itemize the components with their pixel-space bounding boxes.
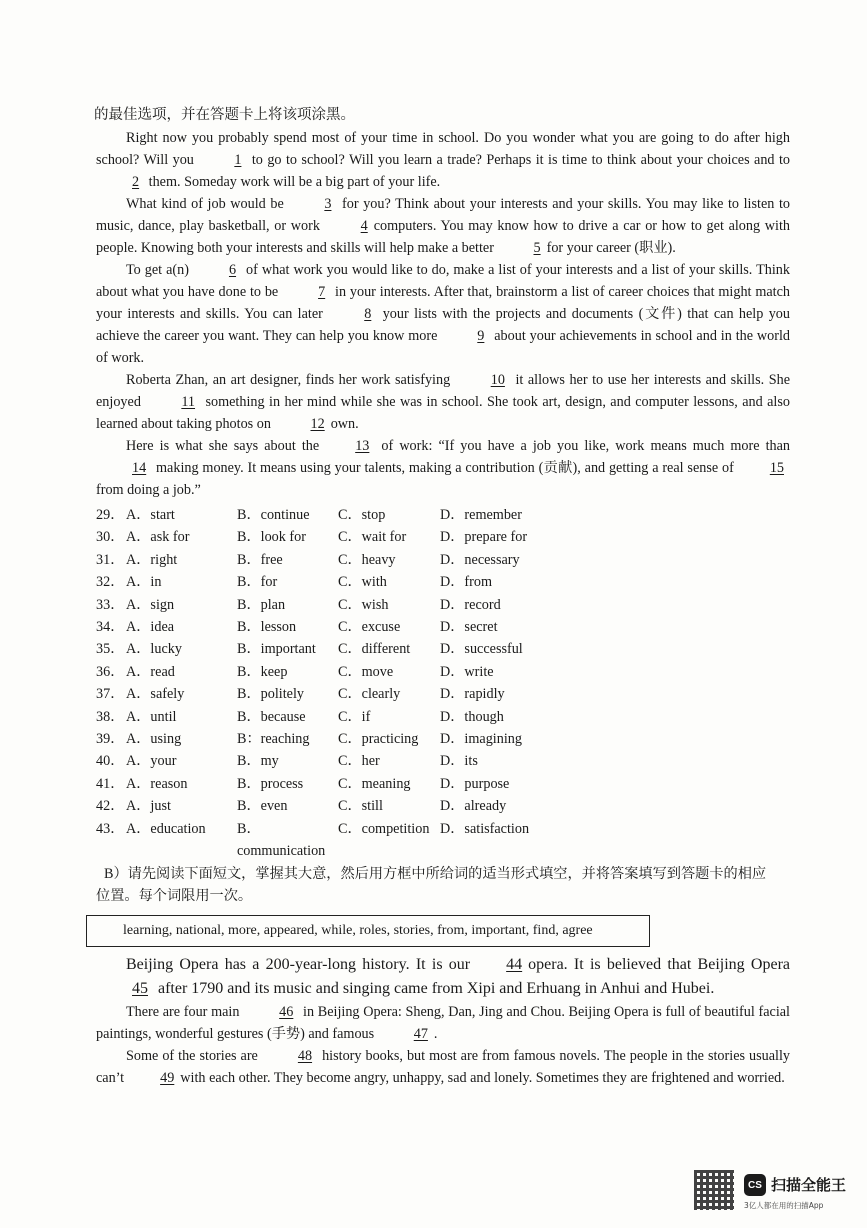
paragraph-text: for your career (职业). [546,240,676,256]
paragraph-text: Right now you probably spend most of your time in school. Do you wonder what you are going to do after high school? Will you [96,130,790,168]
option-b: B．my [237,753,279,770]
question-number: 37． [96,686,125,703]
option-c: C．clearly [338,686,401,703]
paragraph-text: in your interests. After that, brainstorm a list of career choices that might match your interests and skills. You can later [96,284,790,322]
answer-blank: 6 [228,262,237,278]
answer-blank: 2 [132,174,140,190]
option-b: B：reaching [237,731,310,748]
passage-b [96,953,790,1089]
option-a: A．education [126,820,206,837]
paragraph [96,435,790,501]
option-b: B．politely [237,686,304,703]
options-list [96,504,790,863]
option-row [96,616,790,638]
option-d: D．its [440,753,478,770]
option-row [96,773,790,795]
paragraph-text: history books, but most are from famous novels. The people in the stories usually can’t [96,1047,791,1086]
paragraph-text: about your achievements in school and in the world of work. [96,328,790,366]
option-row [96,526,790,548]
option-a: A．read [126,663,175,680]
option-a: A．safely [126,686,185,703]
paragraph-text: opera. It is believed that Beijing Opera [528,955,791,973]
question-number: 34． [96,619,125,636]
qr-code-icon [694,1170,734,1210]
paragraph-text: with each other. They become angry, unhappy, sad and lonely. Sometimes they are frightened and worried. [180,1069,785,1086]
option-c: C．practicing [338,731,419,748]
option-a: A．using [126,731,182,748]
paragraph-text: computers. You may know how to drive a car or how to get along with people. Knowing both your interests and skills will help make a better [96,218,790,256]
paragraph-text: making money. It means using your talents, making a contribution (贡献), and getting a real sense of [152,460,734,476]
scanner-watermark [694,1170,854,1216]
option-row [96,661,790,683]
option-d: D．write [440,663,494,680]
answer-blank: 8 [364,306,372,322]
paragraph-text: for you? Think about your interests and your skills. You may like to listen to music, dance, play basketball, or work [96,196,790,234]
answer-blank: 7 [318,284,326,300]
option-b: B．important [237,641,316,658]
paragraph [96,259,790,369]
word-box [86,915,650,947]
paragraph-text: something in her mind while she was in school. She took art, design, and computer lessons, and also learned about taking photos on [96,394,790,432]
option-b: B．free [237,551,283,568]
option-d: D．rapidly [440,686,505,703]
option-a: A．reason [126,775,188,792]
option-row [96,638,790,660]
paragraph-text: after 1790 and its music and singing came from Xipi and Erhuang in Anhui and Hubei. [154,979,715,997]
answer-blank: 10 [490,372,505,388]
question-number: 29． [96,507,125,523]
option-b: B．communication [237,820,326,860]
option-c: C．with [338,574,387,591]
paragraph-text: What kind of job would be [126,196,289,212]
paragraph-text: own. [330,416,359,432]
question-number: 38． [96,708,125,725]
paragraph-text: Roberta Zhan, an art designer, finds her work satisfying [126,372,455,388]
option-b: B．lesson [237,619,297,636]
option-c: C．different [338,641,411,658]
option-c: C．move [338,663,394,680]
option-row [96,750,790,772]
option-c: C．wish [338,596,389,613]
option-row [96,728,790,750]
option-a: A．ask for [126,529,190,546]
option-a: A．right [126,551,178,568]
paragraph [96,953,790,1001]
question-number: 32． [96,574,125,591]
paragraph [96,369,790,435]
section-instruction: 的最佳选项，并在答题卡上将该项涂黑。 [94,107,355,123]
question-number: 30． [96,529,125,546]
answer-blank: 5 [533,240,541,256]
option-a: A．idea [126,619,175,636]
option-row [96,549,790,571]
option-c: C．if [338,708,371,725]
paragraph-text: it allows her to use her interests and skills. She enjoyed [96,372,790,410]
passage-a [96,127,790,501]
question-number: 31． [96,551,125,568]
answer-blank: 15 [769,460,784,476]
option-row [96,683,790,705]
option-a: A．start [126,507,175,523]
paragraph [96,1001,790,1045]
option-c: C．heavy [338,551,396,568]
option-row [96,594,790,616]
camscanner-logo-icon: CS [744,1174,766,1196]
question-number: 35． [96,641,125,658]
option-d: D．satisfaction [440,820,530,837]
paragraph-text: To get a(n) [126,262,193,278]
paragraph-text: of what work you would like to do, make a list of your interests and a list of your skills. Think about what you have done to be [96,262,790,300]
scanner-app-name: 扫描全能王 [771,1176,847,1194]
option-b: B．process [237,775,304,792]
option-d: D．prepare for [440,529,528,546]
paragraph-text: in Beijing Opera: Sheng, Dan, Jing and Chou. Beijing Opera is full of beautiful facial paintings, wonderful gestures (手势) and famous [96,1003,791,1042]
option-c: C．excuse [338,619,401,636]
option-c: C．competition [338,820,430,837]
option-a: A．in [126,574,162,591]
paragraph-text: from doing a job.” [96,482,201,498]
question-number: 40． [96,753,125,770]
option-b: B．for [237,574,278,591]
option-b: B．because [237,708,306,725]
option-b: B．look for [237,529,306,546]
option-b: B．keep [237,663,288,680]
option-d: D．imagining [440,731,522,748]
answer-blank: 48 [297,1047,313,1064]
option-d: D．purpose [440,775,510,792]
scanner-app-slogan: 3亿人都在用的扫描App [744,1201,824,1210]
question-number: 43． [96,820,125,837]
option-row [96,504,790,526]
paragraph-text: your lists with the projects and documents (文件) that can help you achieve the career you want. They can help you know more [96,306,790,344]
option-d: D．secret [440,619,498,636]
option-c: C．her [338,753,380,770]
option-a: A．your [126,753,177,770]
word-box-text: learning, national, more, appeared, while, roles, stories, from, important, find, agree [123,922,593,938]
answer-blank: 3 [324,196,332,212]
paragraph-text: There are four main [126,1003,244,1020]
paragraph [96,1045,790,1089]
paragraph-text: Beijing Opera has a 200-year-long history. It is our [126,955,471,973]
option-c: C．still [338,798,383,815]
paragraph-text: them. Someday work will be a big part of your life. [145,174,441,190]
answer-blank: 4 [360,218,368,234]
answer-blank: 46 [279,1003,294,1020]
option-row [96,795,790,817]
option-row [96,818,790,863]
answer-blank: 9 [477,328,485,344]
answer-blank: 49 [160,1069,175,1086]
exam-page [96,104,790,1089]
option-a: A．sign [126,596,175,613]
answer-blank: 13 [355,438,370,454]
option-c: C．stop [338,507,386,523]
paragraph-text: of work: “If you have a job you like, work means much more than [375,438,790,454]
question-number: 39． [96,731,125,748]
paragraph-text: Here is what she says about the [126,438,320,454]
option-c: C．wait for [338,529,407,546]
option-b: B．even [237,798,288,815]
option-d: D．from [440,574,493,591]
paragraph [96,127,790,193]
answer-blank: 11 [181,394,196,410]
paragraph-text: . [433,1025,438,1042]
option-d: D．already [440,798,507,815]
option-d: D．though [440,708,504,725]
part-b-instruction-line1: B）请先阅读下面短文，掌握其大意，然后用方框中所给词的适当形式填空，并将答案填写到答题卡的相应 [104,865,767,882]
question-number: 33． [96,596,125,613]
answer-blank: 47 [413,1025,428,1042]
option-b: B．continue [237,507,310,523]
option-d: D．record [440,596,501,613]
option-row [96,706,790,728]
option-a: A．until [126,708,177,725]
option-a: A．lucky [126,641,182,658]
answer-blank: 1 [234,152,242,168]
question-number: 42． [96,798,125,815]
answer-blank: 45 [132,979,148,997]
question-number: 41． [96,775,125,792]
paragraph-text: Some of the stories are [126,1047,262,1064]
option-d: D．successful [440,641,523,658]
paragraph [96,193,790,259]
option-c: C．meaning [338,775,411,792]
part-b-instruction-line2: 位置。每个词限用一次。 [96,887,253,904]
question-number: 36． [96,663,125,680]
option-row [96,571,790,593]
answer-blank: 44 [506,955,523,973]
option-b: B．plan [237,596,286,613]
option-d: D．remember [440,507,522,523]
answer-blank: 14 [132,460,147,476]
paragraph-text: to go to school? Will you learn a trade? Perhaps it is time to think about your choices and to [247,152,790,168]
answer-blank: 12 [310,416,325,432]
option-a: A．just [126,798,171,815]
option-d: D．necessary [440,551,520,568]
